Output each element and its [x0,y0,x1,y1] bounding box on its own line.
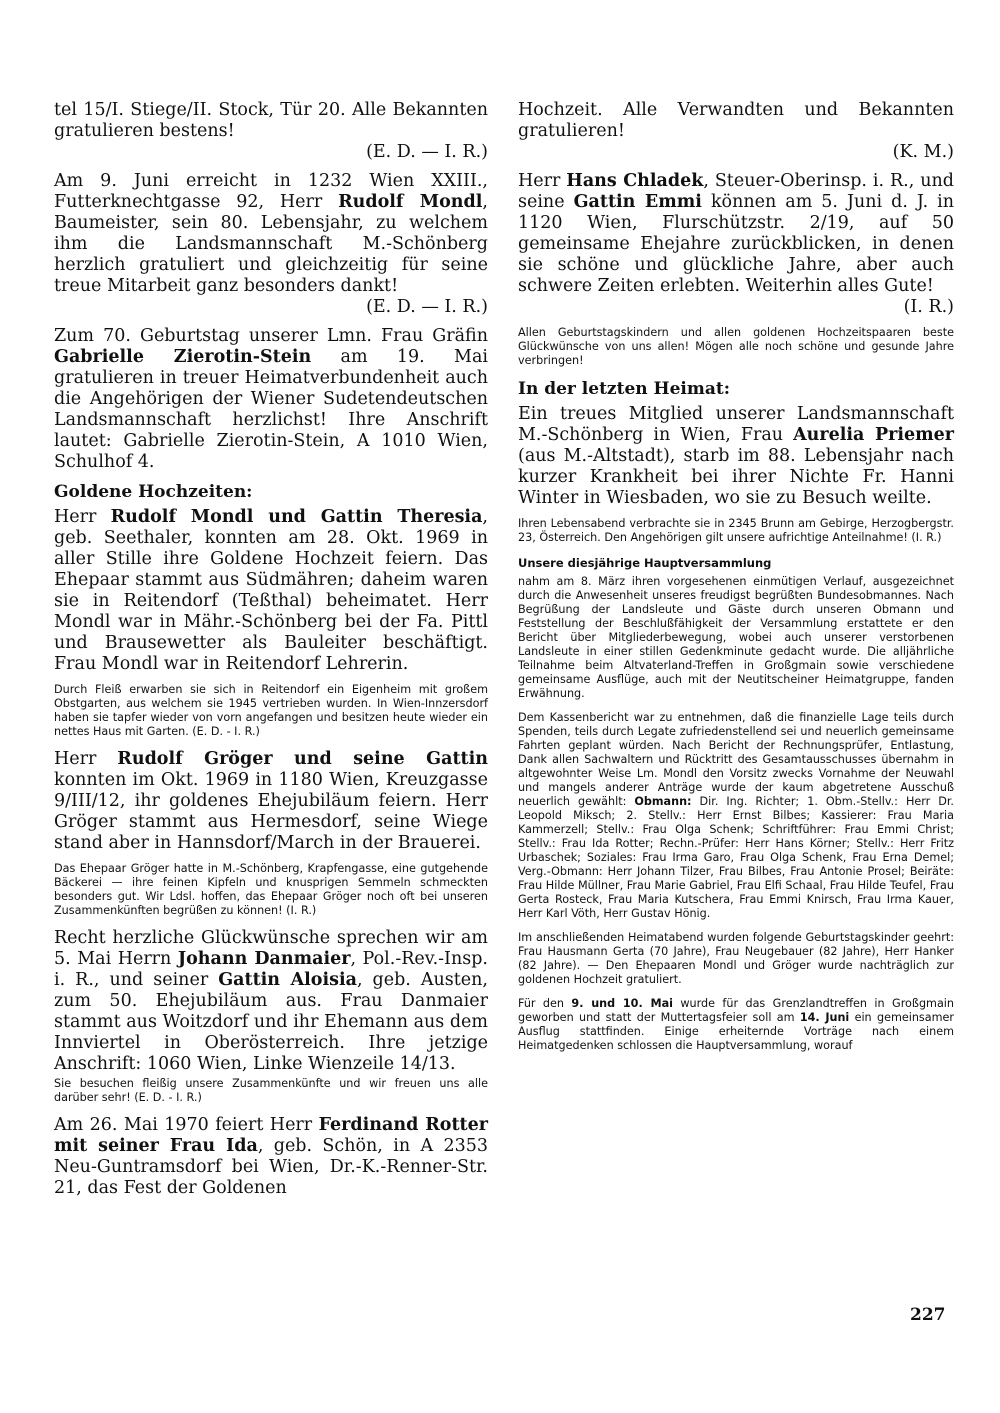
signature: (E. D. — I. R.) [366,297,488,317]
person-name: Rudolf Mondl und Gattin Theresia [110,507,483,527]
paragraph-mondl-birthday: Am 9. Juni erreicht in 1232 Wien XXIII., Futterknechtgasse 92, Herr Rudolf Mondl, Baumeister, sein 80. Lebensjahr, zu welchem ihm die Landsmannschaft M.-Schönberg herzlich gratuliert und gleichzeitig für seine treue Mitarbeit ganz besonders dankt! (E. D. — I. R.) [54,171,488,317]
paragraph-priemer: Ein treues Mitglied unserer Landsmannschaft M.-Schönberg in Wien, Frau Aurelia Priemer (aus M.-Altstadt), starb im 88. Lebensjahr nach kurzer Krankheit bei ihrer Nichte Fr. Hanni Winter in Wiesbaden, wo sie zu Besuch weilte. [518,404,955,508]
paragraph-danmaier: Recht herzliche Glückwünsche sprechen wir am 5. Mai Herrn Johann Danmaier, Pol.-Rev.-Insp. i. R., und seiner Gattin Aloisia, geb. Austen, zum 50. Ehejubiläum aus. Frau Danmaier stammt aus Woitzdorf und ihr Ehemann aus dem Innviertel in Oberösterreich. Ihre jetzige Anschrift: 1060 Wien, Linke Wienzeile 14/13. [54,928,488,1074]
paragraph-priemer-note: Ihren Lebensabend verbrachte sie in 2345 Brunn am Gebirge, Herzogbergstr. 23, Österreich. Den Angehörigen gilt unsere aufrichtige Anteilnahme! (I. R.) [518,517,954,544]
paragraph-kassenbericht: Dem Kassenbericht war zu entnehmen, daß die finanzielle Lage teils durch Spenden, teils durch Legate zufriedenstellend sei und neuerlich gemeinsame Fahrten geplant würden. Nach Bericht der Rechnungsprüfer, Entlastung, Dank allen Sachwaltern und Rücktritt des Gesamtausschusses übernahm in altgewohnter Weise Lm. Mondl den Vorsitz zwecks Vornahme der Neuwahl und mangels anderer Anträge wurde der kaum abgetretene Ausschuß neuerlich gewählt: Obmann: Dir. Ing. Richter; 1. Obm.-Stellv.: Herr Dr. Leopold Miksch; 2. Stellv.: Herr Ernst Bilbes; Kassierer: Frau Maria Kammerzell; Stellv.: Frau Olga Schenk; Schriftführer: Frau Emmi Christ; Stellv.: Frau Ida Rotter; Rechn.-Prüfer: Herr Hans Körner; Stellv.: Herr Fritz Urbaschek; Soziales: Frau Irma Garo, Frau Olga Schenk, Frau Erna Demel; Verg.-Obmann: Herr Johann Tilzer, Frau Bilbes, Frau Antonie Prosel; Beiräte: Frau Hilde Müllner, Frau Marie Gabriel, Frau Elfi Schaal, Frau Hilde Teufel, Frau Gerta Rosteck, Frau Maria Kutschera, Frau Emmi Knirsch, Frau Irma Kauer, Herr Karl Vöth, Herr Gustav Hönig. [518,711,954,920]
paragraph-mondl-wedding: Herr Rudolf Mondl und Gattin Theresia, geb. Seethaler, konnten am 28. Okt. 1969 in aller Stille ihre Goldene Hochzeit feiern. Das Ehepaar stammt aus Südmähren; daheim waren sie in Reitendorf (Teßthal) beheimatet. Herr Mondl war in Mähr.-Schönberg bei der Fa. Pittl und Brausewetter als Bauleiter beschäftigt. Frau Mondl war in Reitendorf Lehrerin. [54,507,488,674]
person-name: Hans Chladek [566,171,704,191]
paragraph-hauptversammlung: nahm am 8. März ihren vorgesehenen einmütigen Verlauf, ausgezeichnet durch die Anwesenheit unseres freudigst begrüßten Bundesobmannes. Nach Begrüßung der Landsleute und Gäste durch unseren Obmann und Feststellung der Beschlußfähigkeit der Versammlung erstattete er den Bericht über Mitgliederbewegung, wobei auch unserer verstorbenen Landsleute in einer stillen Gedenkminute gedacht wurde. Die alljährliche Teilnahme beim Altvaterland-Treffen in Großgmain sowie verschiedene gemeinsame Ausflüge, auch mit der Neutitscheiner Heimatgruppe, fanden Erwähnung. [518,575,954,700]
person-name: Gattin Emmi [573,192,702,212]
left-column [54,100,488,1207]
paragraph-grenzlandtreffen: Für den 9. und 10. Mai wurde für das Grenzlandtreffen in Großgmain geworben und statt der Muttertagsfeier soll am 14. Juni ein gemeinsamer Ausflug stattfinden. Einige erheiternde Vorträge nach einem Heimatgedenken schlossen die Hauptversammlung, worauf [518,997,955,1052]
person-name: Johann Danmaier [177,949,351,969]
person-name: Gattin Aloisia [218,970,357,990]
person-name: Ferdinand Rotter mit seiner Frau Ida [54,1115,488,1156]
paragraph-stiege: tel 15/I. Stiege/II. Stock, Tür 20. Alle Bekannten gratulieren bestens! (E. D. — I. R.) [54,100,488,162]
date-highlight: 9. und 10. Mai [571,997,673,1010]
heading-goldene-hochzeiten: Goldene Hochzeiten: [54,482,253,502]
person-name: Rudolf Mondl [338,192,483,212]
paragraph-groeger: Herr Rudolf Gröger und seine Gattin konnten im Okt. 1969 in 1180 Wien, Kreuzgasse 9/III/12, ihr goldenes Ehejubiläum feiern. Herr Gröger stammt aus Hermesdorf, seine Wiege stand aber in Hannsdorf/March in der Brauerei. [54,749,488,853]
person-name: Gabrielle Zierotin-Stein [54,347,312,367]
paragraph-zierotin: Zum 70. Geburtstag unserer Lmn. Frau Gräfin Gabrielle Zierotin-Stein am 19. Mai gratulieren in treuer Heimatverbundenheit auch die Angehörigen der Wiener Sudetendeutschen Landsmannschaft herzlichst! Ihre Anschrift lautet: Gabrielle Zierotin-Stein, A 1010 Wien, Schulhof 4. [54,326,488,472]
paragraph-rotter-continued: Hochzeit. Alle Verwandten und Bekannten gratulieren! (K. M.) [518,100,954,162]
right-column [518,100,954,1063]
date-highlight: 14. Juni [799,1011,850,1024]
person-name: Rudolf Gröger und seine Gattin [117,749,488,769]
signature: (I. R.) [903,297,954,317]
paragraph-danmaier-note: Sie besuchen fleißig unsere Zusammenkünfte und wir freuen uns alle darüber sehr! (E. D. - I. R.) [54,1077,488,1104]
paragraph-mondl-note: Durch Fleiß erwarben sie sich in Reitendorf ein Eigenheim mit großem Obstgarten, aus welchem sie 1945 vertrieben wurden. In Wien-Innzersdorf haben sie tapfer wieder von vorn angefangen und besitzen heute wieder ein nettes Haus mit Garten. (E. D. - I. R.) [54,683,488,738]
paragraph-rotter: Am 26. Mai 1970 feiert Herr Ferdinand Rotter mit seiner Frau Ida, geb. Schön, in A 2353 Neu-Guntramsdorf bei Wien, Dr.-K.-Renner-Str. 21, das Fest der Goldenen [54,1115,488,1198]
heading-letzte-heimat: In der letzten Heimat: [518,379,731,399]
heading-hauptversammlung: Unsere diesjährige Hauptversammlung [518,556,772,570]
paragraph-groeger-note: Das Ehepaar Gröger hatte in M.-Schönberg, Krapfengasse, eine gutgehende Bäckerei — ihre feinen Kipfeln und knusprigen Semmeln schmeckten besonders gut. Wir Ldsl. hoffen, das Ehepaar Gröger noch oft bei unseren Zusammenkünften begrüßen zu können! (I. R.) [54,862,488,917]
paragraph-congratulations: Allen Geburtstagskindern und allen goldenen Hochzeitspaaren beste Glückwünsche von uns allen! Mögen alle noch schöne und gesunde Jahre verbringen! [518,326,954,367]
label-obmann: Obmann: [634,795,692,808]
paragraph-heimatabend: Im anschließenden Heimatabend wurden folgende Geburtstagskinder geehrt: Frau Hausmann Gerta (70 Jahre), Frau Neugebauer (82 Jahre), Herr Hanker (82 Jahre). — Den Ehepaaren Mondl und Gröger wurde nachträglich zur goldenen Hochzeit gratuliert. [518,931,954,986]
paragraph-chladek: Herr Hans Chladek, Steuer-Oberinsp. i. R., und seine Gattin Emmi können am 5. Juni d. J. in 1120 Wien, Flurschützstr. 2/19, auf 50 gemeinsame Ehejahre zurückblicken, in denen sie schöne und glückliche Jahre, aber auch schwere Zeiten erlebten. Weiterhin alles Gute! (I. R.) [518,171,955,317]
signature: (K. M.) [892,142,954,162]
page-number: 227 [910,1305,946,1325]
person-name: Aurelia Priemer [793,425,955,445]
signature: (E. D. — I. R.) [366,142,488,162]
